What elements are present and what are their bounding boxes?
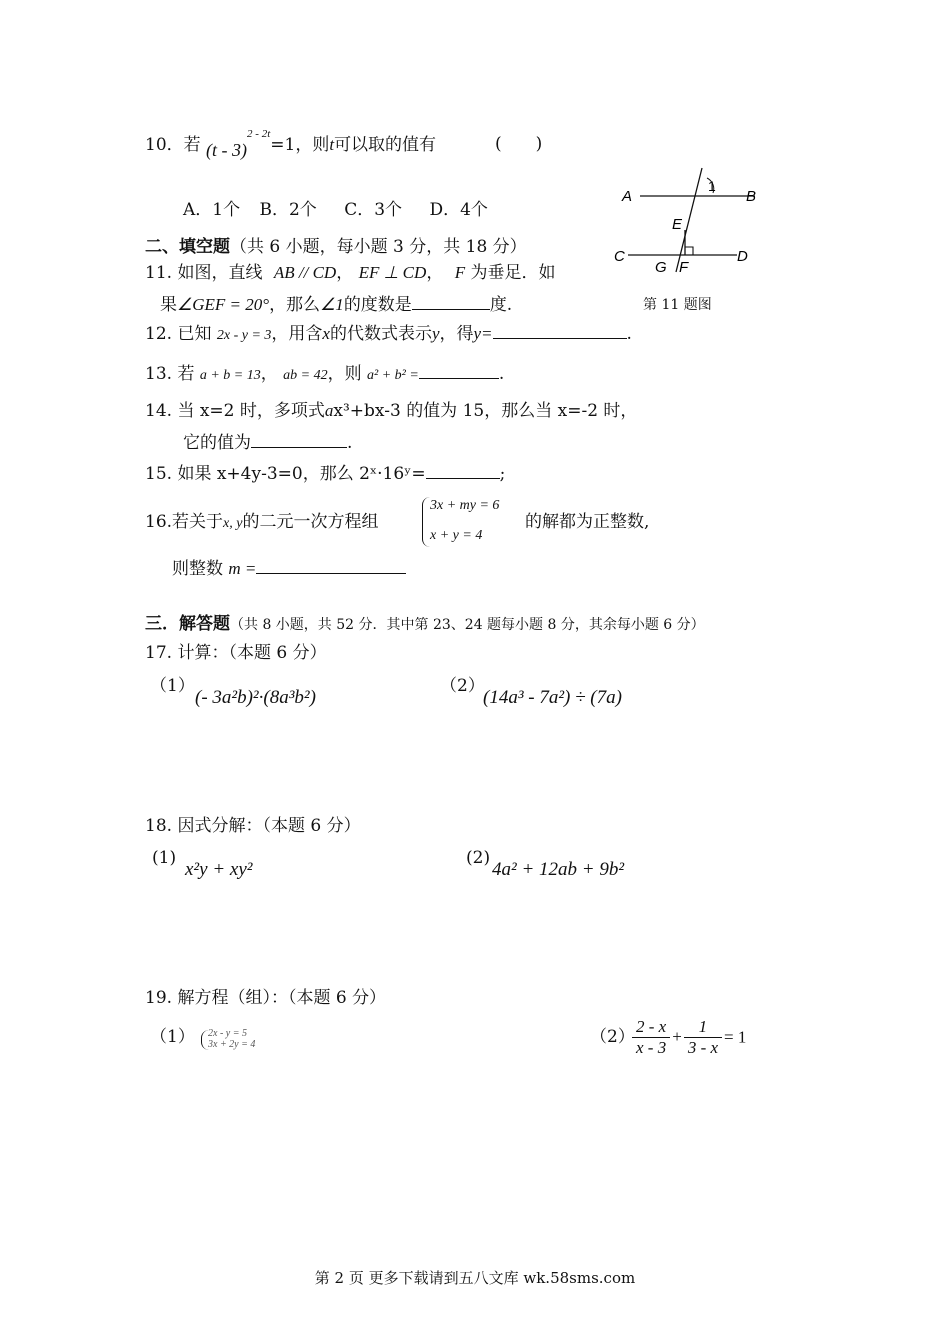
math-var: t — [329, 135, 335, 154]
fraction-numerator: 2 - x — [632, 1017, 670, 1038]
question-text: =1，则 — [270, 135, 330, 155]
question-text: ，得 — [439, 324, 474, 344]
question-text: 的二元一次方程组 — [242, 512, 379, 532]
q17-part2-expr: (14a³ - 7a²) ÷ (7a) — [483, 687, 622, 708]
section-title: 二、填空题 — [145, 237, 230, 257]
math-base: (t - 3) — [206, 140, 248, 160]
question-text: x³+bx-3 的值为 15，那么当 x=-2 时， — [333, 401, 638, 421]
label-f: F — [679, 259, 689, 276]
question-13 — [145, 361, 504, 385]
question-text: 为垂足．如 — [470, 263, 556, 283]
page-footer: 第 2 页 更多下载请到五八文库 wk.58sms.com — [314, 1269, 636, 1287]
question-text: ，用含 — [271, 324, 323, 344]
answer-blank[interactable] — [426, 461, 500, 479]
fraction-denominator: x - 3 — [636, 1038, 667, 1058]
question-18-title: 18. 因式分解：（本题 6 分） — [145, 816, 361, 836]
math-expr: a + b = 13 — [199, 368, 261, 383]
q18-part1-label: (1) — [152, 848, 177, 868]
question-text: 14. 当 x=2 时，多项式 — [145, 401, 325, 421]
option-b: B．2个 — [259, 200, 317, 220]
question-14-line2 — [183, 430, 352, 453]
question-text: 的代数式表示 — [329, 324, 432, 344]
option-a: A．1个 — [183, 200, 241, 220]
math-expr: m = — [228, 559, 257, 578]
question-text: . — [626, 324, 632, 344]
question-text: 11. 如图，直线 — [145, 263, 263, 283]
math-expr: EF ⊥ CD — [358, 263, 427, 282]
q10-options — [183, 200, 488, 220]
q18-part1-expr: x²y + xy² — [185, 859, 253, 880]
question-text: 13. 若 — [145, 364, 195, 384]
math-expr: y= — [473, 324, 493, 343]
fraction-2 — [684, 1017, 722, 1059]
question-11-line1 — [145, 263, 556, 283]
question-text: 可以取的值有 — [334, 135, 437, 155]
question-number: 10． — [145, 135, 184, 155]
question-12 — [145, 321, 632, 345]
question-text: 则整数 — [172, 559, 223, 579]
question-text: ，则 — [327, 364, 362, 384]
equation-2: x + y = 4 — [430, 528, 483, 543]
question-text: 度. — [489, 295, 513, 315]
math-expr: ∠1 — [320, 295, 344, 314]
option-d: D．4个 — [429, 200, 488, 220]
math-expr: ab = 42 — [283, 368, 328, 383]
q19-part2-label: （2） — [590, 1027, 635, 1047]
figure-11 — [610, 160, 770, 285]
answer-blank[interactable] — [256, 556, 406, 574]
equation-rhs: = 1 — [724, 1027, 747, 1047]
plus-sign: + — [672, 1026, 682, 1046]
question-text: ，那么 — [269, 295, 321, 315]
math-var: a — [324, 401, 334, 420]
math-var: F — [454, 263, 466, 282]
equation-1: 2x - y = 5 — [208, 1028, 247, 1039]
section-2-heading — [145, 237, 527, 257]
answer-blank[interactable] — [493, 321, 627, 339]
right-angle-mark — [685, 247, 693, 255]
label-b: B — [746, 188, 757, 205]
math-expr: 2x - y = 3 — [216, 328, 272, 343]
q17-part1-label: （1） — [150, 676, 195, 696]
q18-part2-label: (2) — [466, 848, 491, 868]
answer-paren: ( ) — [495, 134, 543, 154]
q18-part2-expr: 4a² + 12ab + 9b² — [492, 859, 625, 880]
question-text: ， — [426, 263, 444, 283]
label-a: A — [622, 188, 633, 205]
question-text: 的解都为正整数, — [525, 512, 650, 532]
question-text: 15. 如果 x+4y-3=0，那么 2ˣ·16ʸ= — [145, 464, 426, 484]
label-d: D — [737, 248, 748, 265]
question-text: 16.若关于 — [145, 512, 224, 532]
math-exponent: 2 - 2t — [247, 128, 271, 141]
label-e: E — [672, 216, 683, 233]
section-note: （共 8 小题，共 52 分．其中第 23、24 题每小题 8 分，其余每小题 6 分） — [230, 617, 705, 633]
section-title: 三．解答题 — [145, 614, 230, 634]
answer-blank[interactable] — [419, 361, 499, 379]
label-g: G — [655, 259, 667, 276]
answer-blank[interactable] — [251, 430, 347, 448]
math-expr: AB // CD — [273, 263, 337, 282]
fraction-1 — [632, 1017, 670, 1059]
label-angle-1: 1 — [708, 178, 716, 194]
q19-part1-label: （1） — [150, 1027, 195, 1047]
question-text: 的度数是 — [343, 295, 412, 315]
option-c: C．3个 — [344, 200, 403, 220]
q17-part2-label: （2） — [440, 676, 485, 696]
question-text: ; — [499, 464, 506, 484]
answer-blank[interactable] — [412, 292, 490, 310]
q19-part2-equation — [630, 1017, 746, 1059]
question-text: ， — [336, 263, 354, 283]
question-19-title: 19. 解方程（组）：（本题 6 分） — [145, 988, 387, 1008]
question-10 — [145, 128, 437, 160]
math-expr: x, y — [223, 516, 243, 531]
q17-part1-expr: (- 3a²b)²·(8a³b²) — [195, 687, 316, 708]
fraction-denominator: 3 - x — [687, 1038, 719, 1058]
section-3-heading — [145, 614, 705, 634]
question-text: 12. 已知 — [145, 324, 212, 344]
question-text: ， — [260, 364, 278, 384]
math-expr: ∠GEF = 20° — [177, 295, 270, 314]
section-note: （共 6 小题，每小题 3 分，共 18 分） — [230, 237, 527, 257]
equation-2: 3x + 2y = 4 — [208, 1039, 256, 1050]
figure-11-caption: 第 11 题图 — [643, 297, 712, 313]
question-text: 果 — [160, 295, 177, 315]
fraction-numerator: 1 — [684, 1017, 722, 1038]
question-text: . — [347, 433, 353, 453]
math-var: x — [322, 324, 330, 343]
question-text: 它的值为 — [183, 433, 251, 453]
question-text: . — [498, 364, 505, 384]
question-17-title: 17. 计算：（本题 6 分） — [145, 643, 327, 663]
label-c: C — [614, 248, 625, 265]
question-11-line2 — [160, 292, 512, 315]
question-16-line2 — [172, 556, 406, 579]
equation-1: 3x + my = 6 — [430, 498, 500, 513]
question-14-line1 — [145, 401, 637, 421]
question-15 — [145, 461, 505, 484]
question-text: 若 — [183, 135, 201, 155]
question-16-line1 — [145, 512, 378, 533]
math-var: y — [431, 324, 440, 343]
math-expr: a² + b² = — [367, 368, 419, 383]
